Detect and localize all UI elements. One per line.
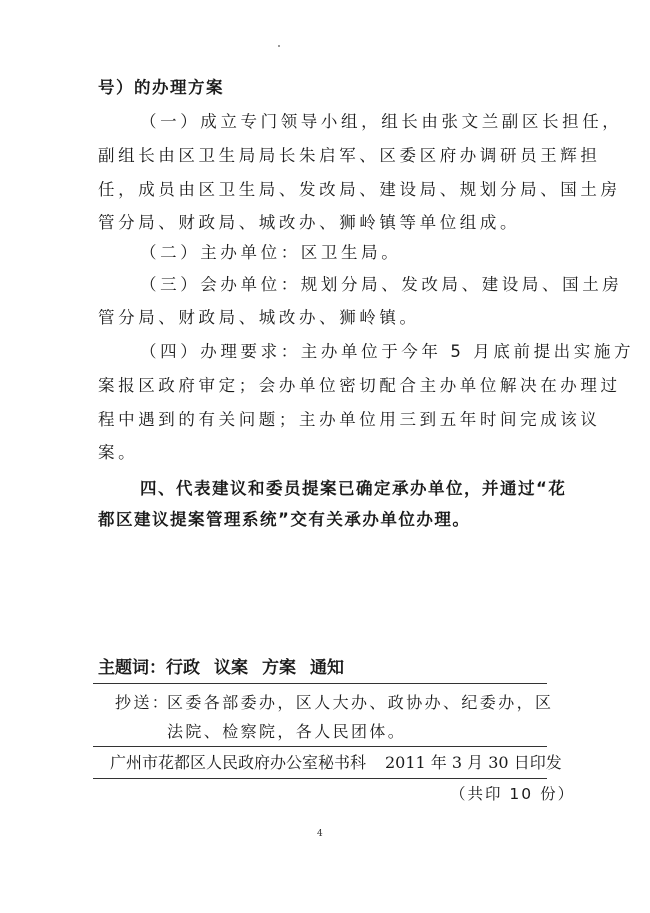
copies-count: （共印 10 份） <box>450 785 576 803</box>
item-4-line-2: 案报区政府审定；会办单位密切配合主办单位解决在办理过 <box>98 376 621 395</box>
item-3-line-1: （三）会办单位：规划分局、发改局、建设局、国土房 <box>140 275 623 294</box>
item-4-line-4: 案。 <box>98 443 139 462</box>
cc-line-1: 区委各部委办，区人大办、政协办、纪委办，区 <box>167 693 554 712</box>
cc-label: 抄送： <box>115 693 171 712</box>
divider-rule <box>93 746 547 747</box>
scan-speck <box>278 45 280 47</box>
keyword-term: 行政 <box>166 658 200 678</box>
issue-date: 2011 年 3 月 30 日印发 <box>385 753 562 772</box>
keyword-term: 议案 <box>214 658 248 678</box>
item-1-line-1: （一）成立专门领导小组，组长由张文兰副区长担任， <box>140 112 623 131</box>
section-four-line-1: 四、代表建议和委员提案已确定承办单位，并通过“花 <box>140 479 567 498</box>
cc-line-2: 法院、检察院，各人民团体。 <box>167 722 407 741</box>
keywords-label: 主题词： <box>98 658 166 678</box>
item-1-line-2: 副组长由区卫生局局长朱启军、区委区府办调研员王辉担 <box>98 146 601 165</box>
divider-rule <box>93 683 547 684</box>
item-3-line-2: 管分局、财政局、城改办、狮岭镇。 <box>98 308 420 327</box>
page-number: 4 <box>317 829 323 839</box>
keyword-term: 方案 <box>262 658 296 678</box>
keywords-row <box>98 653 358 678</box>
section-four-line-2: 都区建议提案管理系统”交有关承办单位办理。 <box>98 510 471 529</box>
item-4-line-3: 程中遇到的有关问题；主办单位用三到五年时间完成该议 <box>98 410 601 429</box>
item-1-line-3: 任，成员由区卫生局、发改局、建设局、规划分局、国土房 <box>98 180 621 199</box>
keyword-term: 通知 <box>310 658 344 678</box>
issuer: 广州市花都区人民政府办公室秘书科 <box>110 753 367 772</box>
item-4-line-1: （四）办理要求：主办单位于今年 5 月底前提出实施方 <box>140 342 635 361</box>
item-1-line-4: 管分局、财政局、城改办、狮岭镇等单位组成。 <box>98 213 521 232</box>
continued-heading: 号）的办理方案 <box>98 78 224 97</box>
divider-rule <box>93 778 547 779</box>
item-2-line-1: （二）主办单位：区卫生局。 <box>140 243 402 262</box>
